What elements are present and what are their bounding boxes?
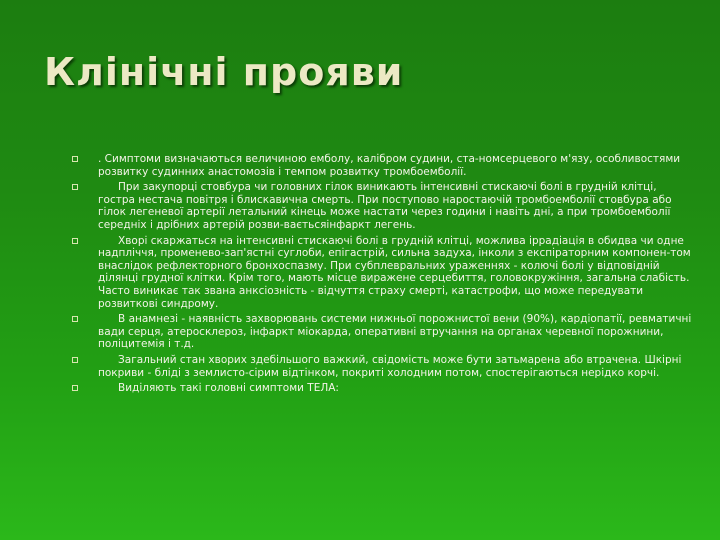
bullet-item	[72, 153, 692, 178]
bullet-item	[72, 354, 692, 379]
slide-title: Клінічні прояви	[44, 50, 404, 94]
bullet-item	[72, 234, 695, 311]
bullet-item	[72, 181, 692, 231]
bullet-item	[72, 382, 692, 395]
square-bullet-icon	[72, 184, 78, 190]
square-bullet-icon	[72, 156, 78, 162]
bullet-text: При закупорці стовбура чи головних гілок виникають інтенсивні стискаючі болі в грудній клітці, гостра нестача повітря і блискавична смерть. При поступово наростаючій тромбоемболії стовбура або гілок легеневої артерії летальний кінець може настати через години і навіть дні, а при тромбоемболії середніх і дрібних артерій розви-ваєтьсяінфаркт легень.	[98, 181, 675, 231]
bullet-text: В анамнезі - наявність захворювань системи нижньої порожнистої вени (90%), кардіопатії, ревматичні вади серця, атеросклероз, інфаркт міокарда, оперативні втручання на органах черевної порожнини, поліцитемія і т.д.	[98, 313, 695, 351]
square-bullet-icon	[72, 357, 78, 363]
bullet-text: Загальний стан хворих здебільшого важкий, свідомість може бути затьмарена або втрачена. Шкірні покриви - бліді з землисто-сірим відтінком, покриті холодним потом, спостерігаються нерідко корчі.	[98, 353, 685, 379]
square-bullet-icon	[72, 238, 78, 244]
square-bullet-icon	[72, 316, 78, 322]
bullet-text: Хворі скаржаться на інтенсивні стискаючі болі в грудній клітці, можлива іррадіація в обидва чи одне надпліччя, променево-зап'ястні суглоби, епігастрій, сильна задуха, інколи з експіраторним компонен-том внаслідок рефлекторного бронхоспазму. При субплевральних ураженнях - колючі болі у відповідній ділянці грудної клітки. Крім того, мають місце виражене серцебиття, головокружіння, загальна слабість. Часто виникає так звана анксіозність - відчуття страху смерті, катастрофи, що може передувати розвиткові синдрому.	[98, 234, 695, 310]
bullet-text: . Симптоми визначаються величиною емболу, калібром судини, ста-номсерцевого м'язу, особливостями розвитку судинних анастомозів і темпом розвитку тромбоемболії.	[98, 153, 681, 178]
bullet-text: Виділяють такі головні симптоми ТЕЛА:	[98, 382, 339, 395]
square-bullet-icon	[72, 385, 78, 391]
bullet-list	[72, 153, 695, 395]
bullet-item	[72, 313, 695, 351]
